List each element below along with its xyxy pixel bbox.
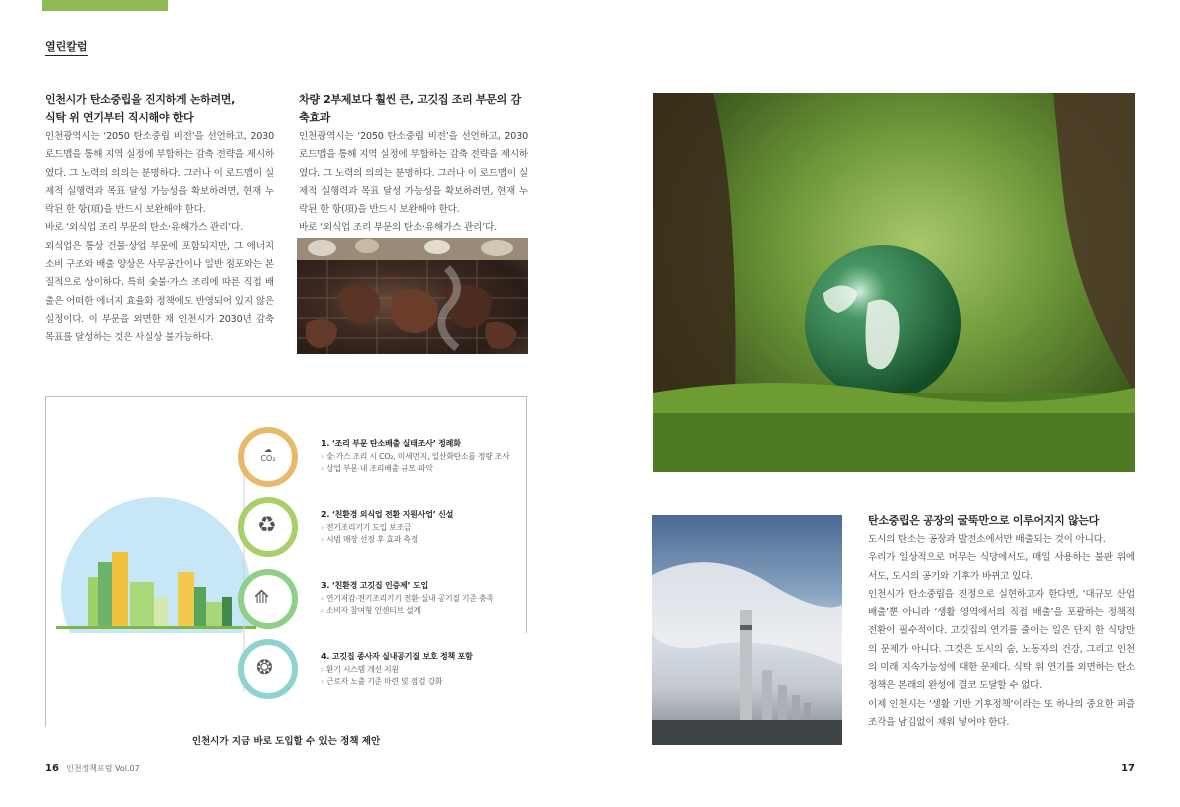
policy-infographic: [45, 396, 527, 727]
step-bullet: › 소비자 참여형 인센티브 설계: [321, 605, 494, 618]
smokestack-illustration: [652, 515, 842, 745]
column-3-paragraph: 우리가 일상적으로 머무는 식당에서도, 매일 사용하는 불판 위에서도, 도시의 공기와 기후가 바뀌고 있다.: [868, 552, 1135, 582]
trees-icon: ⟰: [254, 587, 270, 608]
grill-illustration: [297, 238, 528, 354]
glass-globe-on-grass-photo: [653, 93, 1135, 472]
column-2-title: 차량 2부제보다 훨씬 큰, 고깃집 조리 부문의 감축효과: [299, 93, 521, 124]
article-column-3: [868, 512, 1135, 732]
column-3-paragraph: 이제 인천시는 ‘생활 기반 기후정책’이라는 또 하나의 중요한 퍼즐 조각을 남김없이 채워 넣어야 한다.: [868, 698, 1135, 728]
step-1-icon-circle: [238, 427, 298, 487]
step-bullet: › 시범 매장 선정 후 효과 측정: [321, 534, 453, 547]
article-column-2: [299, 91, 528, 238]
step-title: 4. 고깃집 종사자 실내공기질 보호 정책 포함: [321, 652, 473, 661]
globe-illustration: [653, 93, 1135, 472]
column-1-paragraph: 외식업은 통상 건물·상업 부문에 포함되지만, 그 에너지 소비 구조와 배출 양상은 사무공간이나 일반 점포와는 본질적으로 상이하다. 특히 숯불·가스 조리에 따른 직접 배출은 어떠한 에너지 효율화 정책에도 반영되어 있지 않은 실정이다. 이 부문을 외면한 채 인천시가 2030년 감축 목표를 달성하는 것은 사실상 불가능하다.: [45, 240, 274, 344]
step-bullet: › 숯·가스 조리 시 CO₂, 미세먼지, 일산화탄소를 정량 조사: [321, 451, 510, 464]
step-title: 2. ‘친환경 외식업 전환 지원사업’ 신설: [321, 510, 454, 519]
step-bullet: › 전기조리기기 도입 보조금: [321, 522, 453, 535]
co2-cloud-icon: ☁ CO₂: [260, 445, 276, 463]
column-2-paragraph: 바로 ‘외식업 조리 부문의 탄소·유해가스 관리’다.: [299, 222, 497, 234]
step-bullet: › 환기 시스템 개선 지원: [321, 664, 473, 677]
column-3-paragraph: 인천시가 탄소중립을 진정으로 실현하고자 한다면, ‘대규모 산업 배출’뿐 아니라 ‘생활 영역에서의 직접 배출’을 포괄하는 정책적 전환이 필수적이다. 고깃집의 연기를 줄이는 일은 단지 한 식당만의 문제가 아니다. 그것은 도시의 숨, 노동자의 건강, 그리고 인천의 미래 지속가능성에 대한 문제다. 식탁 위 연기를 외면하는 탄소정책은 본래의 완성에 결코 도달할 수 없다.: [868, 588, 1135, 692]
right-page-number: 17: [1121, 763, 1135, 774]
column-3-paragraph: 도시의 탄소는 공장과 발전소에서만 배출되는 것이 아니다.: [868, 534, 1106, 545]
step-bullet: › 상업 부문 내 조리배출 규모 파악: [321, 463, 510, 476]
recycle-icon: ♻: [257, 513, 277, 538]
step-title: 1. ‘조리 부문 탄소배출 실태조사’ 정례화: [321, 439, 461, 448]
left-page-number: 16: [45, 763, 59, 774]
footer-left: [45, 763, 140, 774]
air-quality-icon: ❂: [256, 655, 273, 679]
step-2: [321, 509, 453, 547]
step-3: [321, 580, 494, 618]
step-1: [321, 438, 510, 476]
step-4-icon-circle: [238, 639, 298, 699]
step-bullet: › 연기저감·전기조리기기 전환·실내 공기질 기준 충족: [321, 593, 494, 606]
column-1-title-line2: 식탁 위 연기부터 직시해야 한다: [45, 111, 194, 124]
top-accent-bar: [42, 0, 168, 11]
column-1-title: [45, 91, 274, 127]
column-2-paragraph: 인천광역시는 ‘2050 탄소중립 비전’을 선언하고, 2030 로드맵을 통해 지역 실정에 부합하는 감축 전략을 제시하였다. 그 노력의 의의는 분명하다. 그러나 이 로드맵이 실제적 실행력과 목표 달성 가능성을 확보하려면, 현재 누락된 한 항(項)을 반드시 보완해야 한다.: [299, 131, 528, 216]
column-3-title: 탄소중립은 공장의 굴뚝만으로 이루어지지 않는다: [868, 514, 1099, 527]
step-2-icon-circle: [238, 497, 298, 557]
step-bullet: › 근로자 노출 기준 마련 및 점검 강화: [321, 676, 473, 689]
section-label: 열린칼럼: [45, 38, 88, 56]
column-1-paragraph: 바로 ‘외식업 조리 부문의 탄소·유해가스 관리’다.: [45, 222, 243, 234]
column-1-title-line1: 인천시가 탄소중립을 진지하게 논하려면,: [45, 93, 236, 106]
smokestack-photo: [652, 515, 842, 745]
article-column-1: [45, 91, 274, 348]
column-1-paragraph: 인천광역시는 ‘2050 탄소중립 비전’을 선언하고, 2030 로드맵을 통해 지역 실정에 부합하는 감축 전략을 제시하였다. 그 노력의 의의는 분명하다. 그러나 이 로드맵이 실제적 실행력과 목표 달성 가능성을 확보하려면, 현재 누락된 한 항(項)을 반드시 보완해야 한다.: [45, 131, 274, 216]
publication-name: 인천정책포럼 Vol.07: [66, 764, 140, 773]
step-3-icon-circle: [238, 569, 298, 629]
step-4: [321, 651, 473, 689]
co2-label: CO₂: [260, 454, 276, 463]
step-title: 3. ‘친환경 고깃집 인증제’ 도입: [321, 581, 429, 590]
grilled-meat-photo: [297, 238, 528, 354]
infographic-caption: 인천시가 지금 바로 도입할 수 있는 정책 제안: [191, 736, 381, 747]
